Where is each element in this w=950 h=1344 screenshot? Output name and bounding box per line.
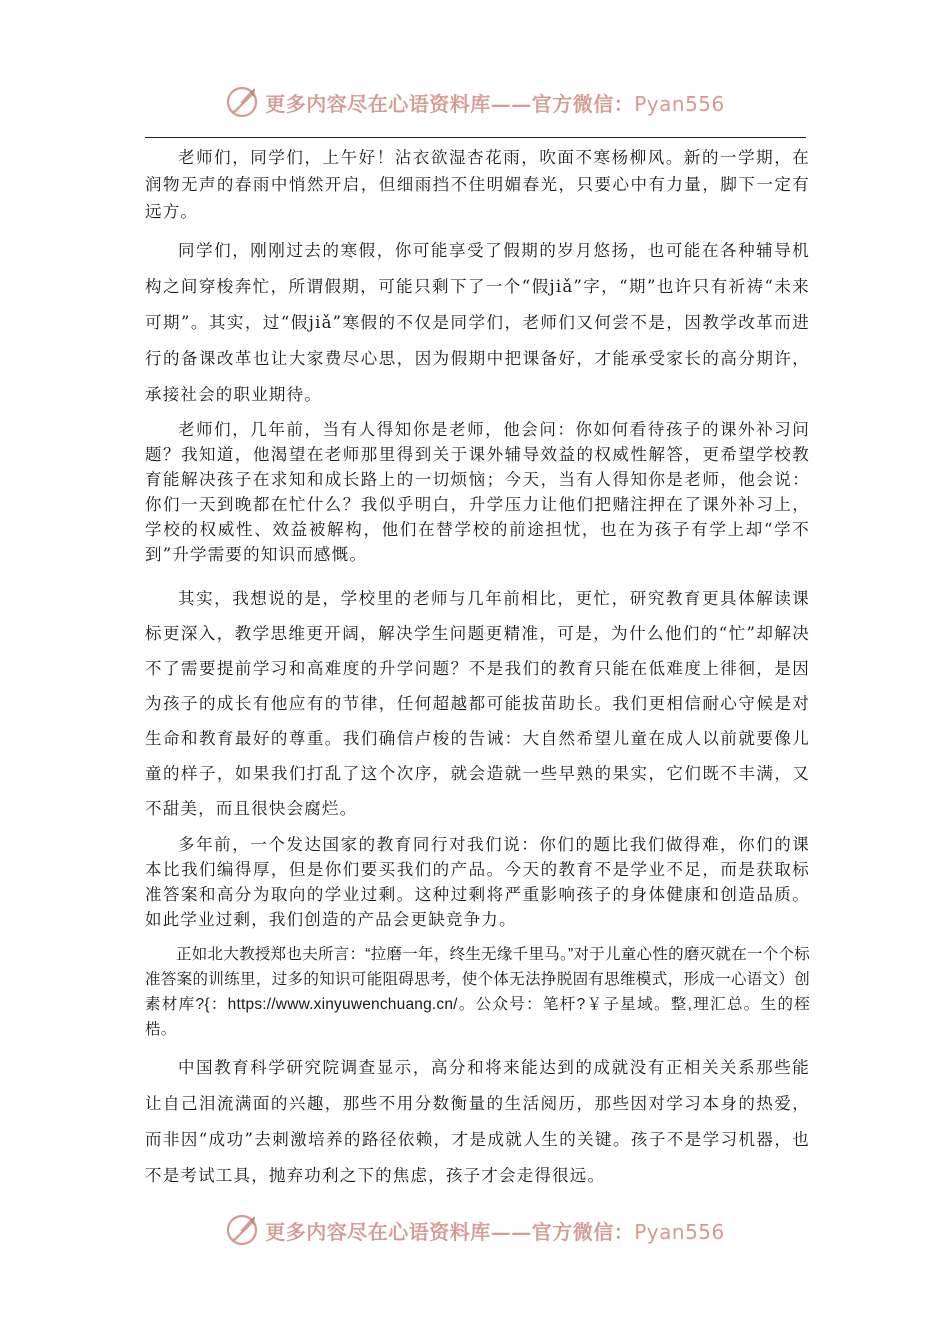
document-body — [145, 144, 810, 1194]
wechat-id: Pyan556 — [634, 91, 725, 116]
wechat-id: Pyan556 — [634, 1219, 725, 1244]
banner-text — [265, 1216, 725, 1245]
banner-text — [265, 88, 725, 117]
header-banner — [0, 80, 950, 124]
paragraph-5: 多年前，一个发达国家的教育同行对我们说：你们的题比我们做得难，你们的课本比我们编得厚，但是你们要买我们的产品。今天的教育不是学业不足，而是获取标准答案和高分为取向的学业过剩。这种过剩将严重影响孩子的身体健康和创造品质。如此学业过剩，我们创造的产品会更缺竞争力。 — [145, 835, 810, 929]
paragraph-2: 同学们，刚刚过去的寒假，你可能享受了假期的岁月悠扬，也可能在各种辅导机构之间穿梭奔忙，所谓假期，可能只剩下了一个“假jiǎ”字，“期”也许只有祈祷“未来可期”。其实，过“假jiǎ”寒假的不仅是同学们，老师们又何尝不是，因教学改革而进行的备课改革也让大家费尽心思，因为假期中把课备好，才能承受家长的高分期许，承接社会的职业期待。 — [145, 241, 810, 404]
paragraph-4: 其实，我想说的是，学校里的老师与几年前相比，更忙，研究教育更具体解读课标更深入，教学思维更开阔，解决学生问题更精准，可是，为什么他们的“忙”却解决不了需要提前学习和高难度的升学问题？不是我们的教育只能在低难度上徘徊，是因为孩子的成长有他应有的节律，任何超越都可能拔苗助长。我们更相信耐心守候是对生命和教育最好的尊重。我们确信卢梭的告诫：大自然希望儿童在成人以前就要像儿童的样子，如果我们打乱了这个次序，就会造就一些早熟的果实，它们既不丰满，又不甜美，而且很快会腐烂。 — [145, 589, 810, 818]
header-divider — [145, 137, 806, 138]
footer-banner — [0, 1208, 950, 1252]
paragraph-7: 中国教育科学研究院调查显示，高分和将来能达到的成就没有正相关关系那些能让自己泪流满面的兴趣，那些不用分数衡量的生活阅历，那些因对学习本身的热爱，而非因“成功”去刺激培养的路径依赖，才是成就人生的关键。孩子不是学习机器，也不是考试工具，抛弃功利之下的焦虑，孩子才会走得很远。 — [145, 1058, 810, 1185]
banner-slogan: 更多内容尽在心语资料库——官方微信： — [265, 91, 635, 116]
quill-pen-icon — [225, 1213, 259, 1247]
paragraph-3: 老师们，几年前，当有人得知你是老师，他会问：你如何看待孩子的课外补习问题？我知道，他渴望在老师那里得到关于课外辅导效益的权威性解答，更希望学校教育能解决孩子在求知和成长路上的一切烦恼；今天，当有人得知你是老师，他会说：你们一天到晚都在忙什么？我似乎明白，升学压力让他们把赌注押在了课外补习上，学校的权威性、效益被解构，他们在替学校的前途担忧，也在为孩子有学上却“学不到”升学需要的知识而感慨。 — [145, 420, 810, 564]
paragraph-6: 正如北大教授郑也夫所言：“拉磨一年，终生无缘千里马。”对于儿童心性的磨灭就在一个个标准答案的训练里，过多的知识可能阻碍思考，使个体无法挣脱固有思维模式，形成一心语文）创素材库?{：https://www.xinyuwenchuang.cn/。公众号：笔杆?￥子星域。整,理汇总。生的桎梏。 — [145, 946, 810, 1038]
paragraph-1: 老师们，同学们，上午好！沾衣欲湿杏花雨，吹面不寒杨柳风。新的一学期，在润物无声的春雨中悄然开启，但细雨挡不住明媚春光，只要心中有力量，脚下一定有远方。 — [145, 148, 810, 221]
quill-pen-icon — [225, 85, 259, 119]
banner-slogan: 更多内容尽在心语资料库——官方微信： — [265, 1219, 635, 1244]
